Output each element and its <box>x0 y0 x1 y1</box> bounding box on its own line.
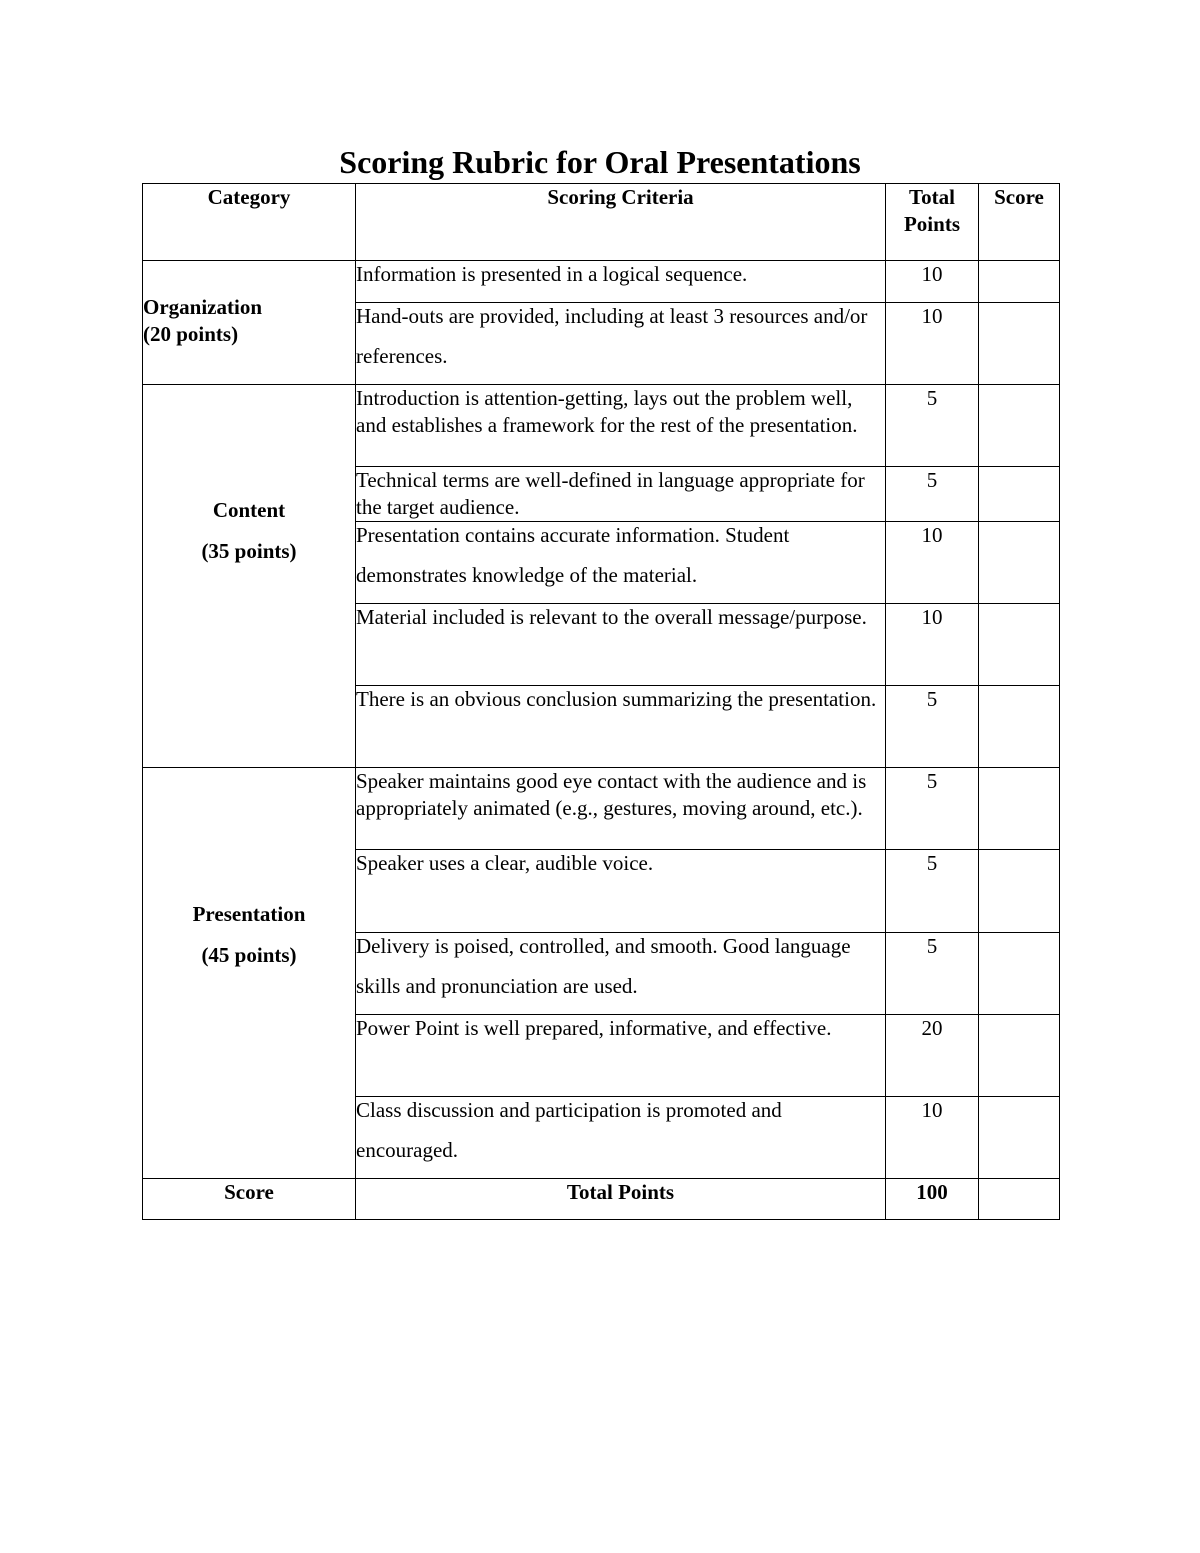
category-content <box>143 385 356 768</box>
criteria-cell: Presentation contains accurate information. Student demonstrates knowledge of the material. <box>356 522 886 604</box>
criteria-cell: Hand-outs are provided, including at least 3 resources and/or references. <box>356 303 886 385</box>
score-cell[interactable] <box>979 261 1060 303</box>
points-cell: 20 <box>886 1015 979 1097</box>
score-cell[interactable] <box>979 467 1060 522</box>
criteria-cell: Material included is relevant to the overall message/purpose. <box>356 604 886 686</box>
total-row <box>143 1179 1060 1220</box>
score-cell[interactable] <box>979 1015 1060 1097</box>
header-total-points <box>886 184 979 261</box>
points-cell: 5 <box>886 768 979 850</box>
header-row <box>143 184 1060 261</box>
header-total-points-line2: Points <box>903 212 960 236</box>
points-cell: 10 <box>886 522 979 604</box>
category-organization <box>143 261 356 385</box>
score-cell[interactable] <box>979 604 1060 686</box>
footer-total-label: Total Points <box>356 1179 886 1220</box>
criteria-cell: Speaker maintains good eye contact with the audience and is appropriately animated (e.g., gestures, moving around, etc.). <box>356 768 886 850</box>
category-points: (20 points) <box>143 321 239 346</box>
points-cell: 5 <box>886 686 979 768</box>
criteria-cell: Delivery is poised, controlled, and smooth. Good language skills and pronunciation are used. <box>356 933 886 1015</box>
header-score: Score <box>979 184 1060 261</box>
footer-score-label: Score <box>143 1179 356 1220</box>
score-cell[interactable] <box>979 686 1060 768</box>
points-cell: 5 <box>886 933 979 1015</box>
criteria-cell: Introduction is attention-getting, lays out the problem well, and establishes a framework for the rest of the presentation. <box>356 385 886 467</box>
score-cell[interactable] <box>979 850 1060 933</box>
points-cell: 5 <box>886 385 979 467</box>
score-cell[interactable] <box>979 303 1060 385</box>
category-points: (35 points) <box>201 539 297 563</box>
points-cell: 10 <box>886 1097 979 1179</box>
criteria-cell: Technical terms are well-defined in language appropriate for the target audience. <box>356 467 886 522</box>
score-cell[interactable] <box>979 768 1060 850</box>
points-cell: 10 <box>886 604 979 686</box>
points-cell: 5 <box>886 467 979 522</box>
final-score-cell[interactable] <box>979 1179 1060 1220</box>
points-cell: 10 <box>886 261 979 303</box>
table-row <box>143 768 1060 850</box>
score-cell[interactable] <box>979 385 1060 467</box>
category-points: (45 points) <box>201 943 297 967</box>
criteria-cell: Power Point is well prepared, informative, and effective. <box>356 1015 886 1097</box>
page-title: Scoring Rubric for Oral Presentations <box>339 144 861 180</box>
header-criteria: Scoring Criteria <box>356 184 886 261</box>
rubric-table <box>142 183 1060 1220</box>
footer-total-value: 100 <box>886 1179 979 1220</box>
criteria-cell: Information is presented in a logical sequence. <box>356 261 886 303</box>
header-category: Category <box>143 184 356 261</box>
score-cell[interactable] <box>979 1097 1060 1179</box>
points-cell: 10 <box>886 303 979 385</box>
header-total-points-line1: Total <box>909 185 955 209</box>
score-cell[interactable] <box>979 522 1060 604</box>
category-presentation <box>143 768 356 1179</box>
criteria-cell: Class discussion and participation is promoted and encouraged. <box>356 1097 886 1179</box>
category-name: Content <box>212 498 286 522</box>
criteria-cell: Speaker uses a clear, audible voice. <box>356 850 886 933</box>
score-cell[interactable] <box>979 933 1060 1015</box>
criteria-cell: There is an obvious conclusion summarizing the presentation. <box>356 686 886 768</box>
category-name: Organization <box>143 294 262 319</box>
category-name: Presentation <box>192 902 306 926</box>
table-row <box>143 385 1060 467</box>
points-cell: 5 <box>886 850 979 933</box>
